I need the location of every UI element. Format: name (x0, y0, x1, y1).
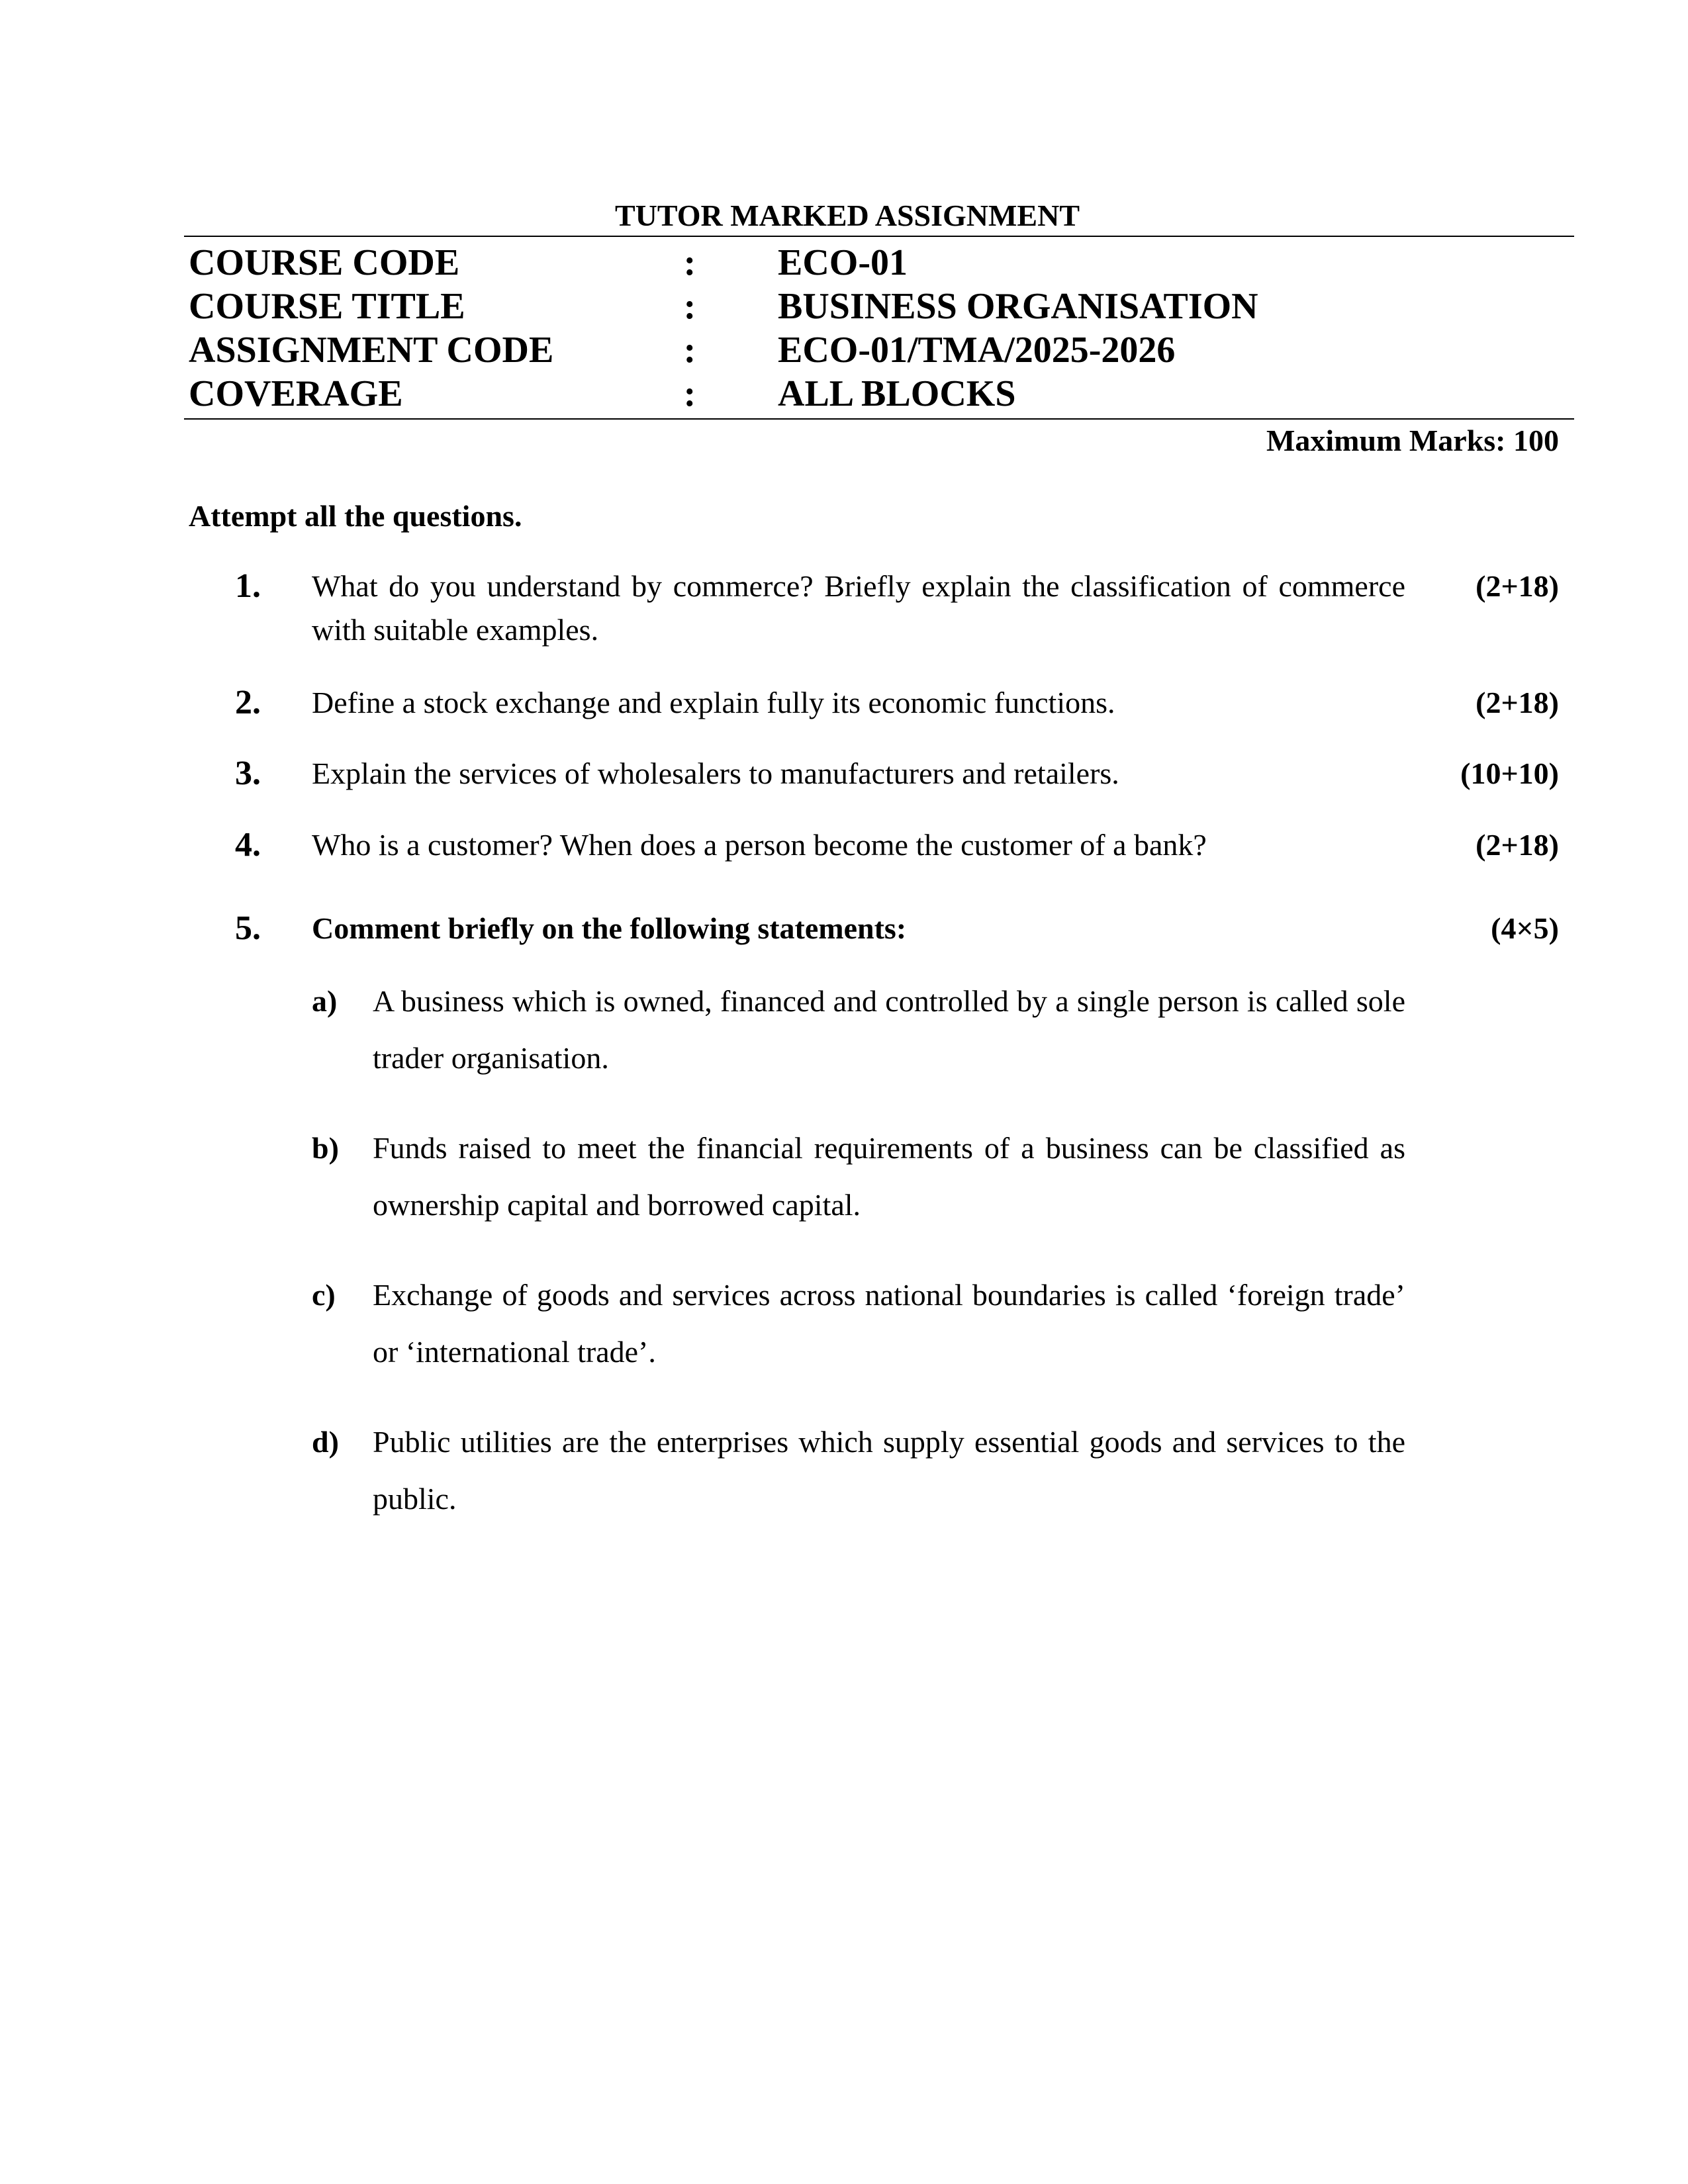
instruction-text: Attempt all the questions. (189, 499, 522, 533)
meta-row-assignment-code (0, 328, 1688, 372)
question-text: Comment briefly on the following statements: (312, 911, 907, 945)
question-number: 4. (235, 826, 261, 864)
meta-value: ALL BLOCKS (778, 373, 1016, 414)
header-top-rule (184, 236, 1574, 237)
question-marks: (2+18) (1476, 686, 1559, 719)
question-text: Define a stock exchange and explain fully its economic functions. (312, 686, 1115, 719)
meta-separator: : (683, 373, 696, 414)
statement-label: a) (312, 984, 338, 1018)
question-text: Who is a customer? When does a person become the customer of a bank? (312, 828, 1207, 862)
question-text: Explain the services of wholesalers to manufacturers and retailers. (312, 756, 1119, 790)
statement-text: Exchange of goods and services across national boundaries is called ‘foreign trade’ or ‘international trade’. (373, 1278, 1405, 1369)
question-number: 2. (235, 684, 261, 721)
question-marks: (10+10) (1460, 756, 1559, 790)
meta-value: BUSINESS ORGANISATION (778, 286, 1258, 327)
statement-text: Funds raised to meet the financial requirements of a business can be classified as ownership capital and borrowed capital. (373, 1131, 1405, 1222)
statement-label: b) (312, 1131, 339, 1165)
question-number: 3. (235, 754, 261, 792)
statement-label: c) (312, 1278, 336, 1312)
question-marks: (4×5) (1491, 911, 1559, 945)
meta-separator: : (683, 286, 696, 327)
meta-separator: : (683, 330, 696, 371)
meta-label: COURSE CODE (189, 242, 460, 283)
meta-value: ECO-01 (778, 242, 908, 283)
meta-row-course-title (0, 285, 1688, 328)
statement-label: d) (312, 1425, 339, 1459)
meta-label: COVERAGE (189, 373, 403, 414)
statement-text: Public utilities are the enterprises which supply essential goods and services to the public. (373, 1425, 1405, 1516)
question-number: 5. (235, 909, 261, 947)
document-title: TUTOR MARKED ASSIGNMENT (614, 199, 1080, 232)
statement-text: A business which is owned, financed and controlled by a single person is called sole trader organisation. (373, 984, 1405, 1075)
meta-label: ASSIGNMENT CODE (189, 330, 554, 371)
meta-row-coverage (0, 372, 1688, 416)
meta-label: COURSE TITLE (189, 286, 465, 327)
question-number: 1. (235, 567, 261, 605)
meta-row-course-code (0, 241, 1688, 285)
question-marks: (2+18) (1476, 569, 1559, 603)
meta-value: ECO-01/TMA/2025-2026 (778, 330, 1176, 371)
header-bottom-rule (184, 418, 1574, 420)
question-marks: (2+18) (1476, 828, 1559, 862)
meta-separator: : (683, 242, 696, 283)
question-text: What do you understand by commerce? Briefly explain the classification of commerce with suitable examples. (312, 569, 1405, 647)
maximum-marks: Maximum Marks: 100 (1266, 424, 1559, 457)
